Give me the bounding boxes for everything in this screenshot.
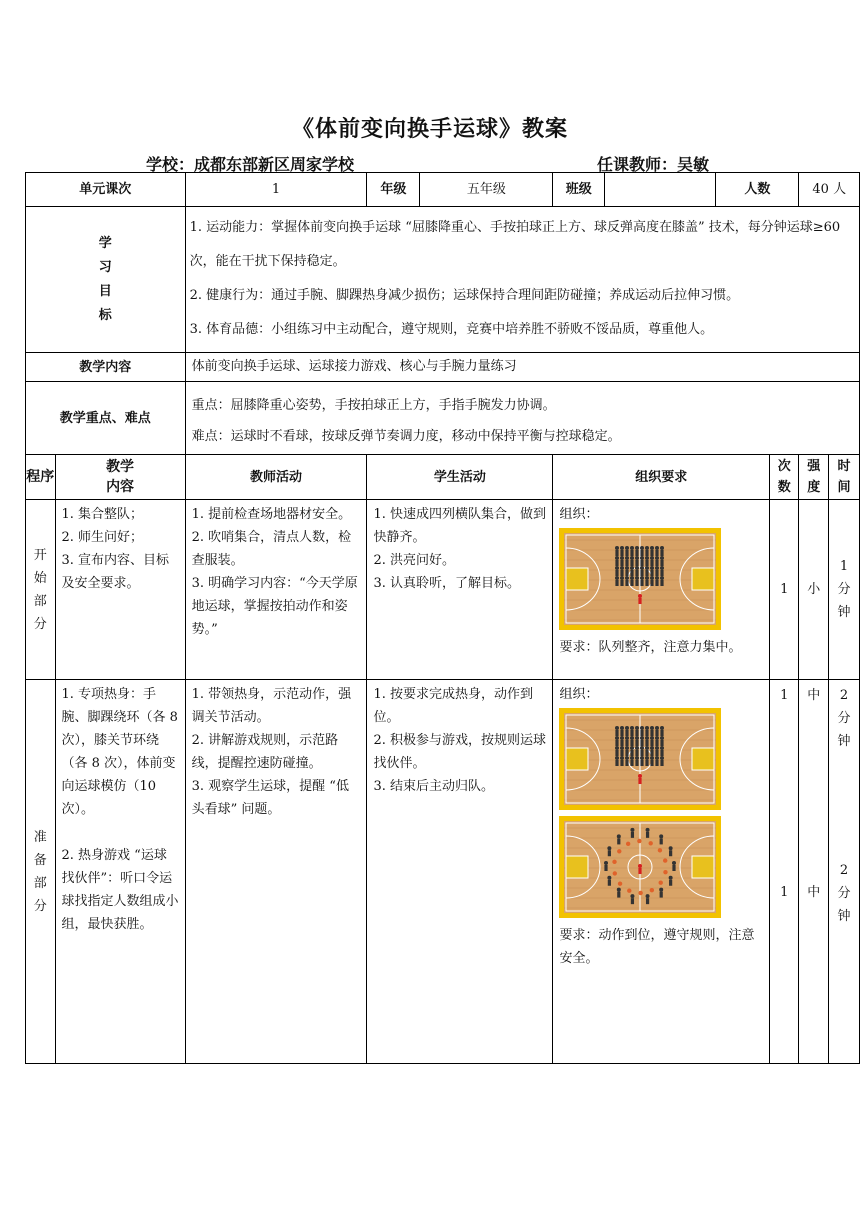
player-marker [640, 566, 644, 570]
col-times: 次 数 [770, 455, 799, 500]
ball-marker [618, 882, 622, 886]
player-marker [638, 594, 642, 598]
prep-duration: 2 分 钟 2 分 钟 [828, 680, 859, 1064]
player-marker [625, 736, 629, 740]
player-marker [660, 756, 664, 760]
school-name: 学校：成都东部新区周家学校 [146, 155, 355, 174]
court-formation-diagram [559, 528, 721, 630]
player-marker [640, 726, 644, 730]
column-header-row [26, 455, 860, 500]
player-marker [640, 756, 644, 760]
player-marker [645, 736, 649, 740]
grade-value: 五年级 [420, 173, 553, 207]
objective-3: 3. 体育品德：小组练习中主动配合，遵守规则，竞赛中培养胜不骄败不馁品质，尊重他人。 [189, 322, 714, 337]
player-marker [660, 556, 664, 560]
player-marker [620, 556, 624, 560]
difficulty-point: 难点：运球时不看球，按球反弹节奏调力度，移动中保持平衡与控球稳定。 [191, 429, 621, 444]
player-marker [660, 726, 664, 730]
document-title: 《体前变向换手运球》教案 [291, 117, 568, 142]
player-marker [640, 546, 644, 550]
player-marker [630, 556, 634, 560]
player-marker [630, 576, 634, 580]
player-marker [638, 774, 642, 778]
player-marker [630, 746, 634, 750]
player-marker [631, 894, 635, 898]
player-marker [635, 566, 639, 570]
player-marker [625, 556, 629, 560]
key-points-text [185, 382, 859, 455]
player-marker [650, 736, 654, 740]
player-marker [620, 546, 624, 550]
key-points-row [26, 382, 860, 455]
prep-student-activity: 1. 按要求完成热身，动作到位。 2. 积极参与游戏，按规则运球找伙伴。 3. 结束后主动归队。 [367, 680, 553, 1064]
player-marker [630, 726, 634, 730]
player-marker [604, 861, 608, 865]
left-key [566, 856, 588, 878]
ball-marker [659, 881, 663, 885]
start-content: 1. 集合整队； 2. 师生问好； 3. 宣布内容、目标及安全要求。 [55, 500, 185, 680]
objectives-label: 学 习 目 标 [26, 207, 186, 353]
player-marker [625, 746, 629, 750]
start-section-row [26, 500, 860, 680]
start-stage-label: 开 始 部 分 [26, 500, 56, 680]
objectives-text [185, 207, 859, 353]
right-key [692, 856, 714, 878]
key-point: 重点：屈膝降重心姿势，手按拍球正上方，手指手腕发力协调。 [191, 398, 556, 413]
player-marker [646, 894, 650, 898]
player-marker [655, 556, 659, 560]
player-marker [625, 566, 629, 570]
player-marker [625, 546, 629, 550]
player-marker [620, 746, 624, 750]
player-marker [608, 876, 612, 880]
unit-label: 单元课次 [26, 173, 186, 207]
objective-2: 2. 健康行为：通过手腕、脚踝热身减少损伤；运球保持合理间距防碰撞；养成运动后拉伸习惯。 [189, 288, 740, 303]
start-times: 1 [770, 500, 799, 680]
player-marker [660, 566, 664, 570]
content-label: 教学内容 [26, 353, 186, 382]
player-marker [608, 846, 612, 850]
count-label: 人数 [716, 173, 799, 207]
player-marker [645, 726, 649, 730]
player-marker [650, 726, 654, 730]
class-label: 班级 [553, 173, 605, 207]
count-value: 40 人 [799, 173, 860, 207]
lesson-plan-table [25, 172, 860, 1064]
prep-intensity: 中 中 [799, 680, 828, 1064]
player-marker [650, 746, 654, 750]
player-marker [650, 756, 654, 760]
player-marker [635, 556, 639, 560]
content-row [26, 353, 860, 382]
col-organization: 组织要求 [553, 455, 770, 500]
player-marker [625, 576, 629, 580]
player-marker [669, 876, 673, 880]
ball-marker [618, 849, 622, 853]
player-marker [640, 556, 644, 560]
court-game-diagram [559, 816, 721, 918]
right-key [692, 748, 714, 770]
player-marker [640, 746, 644, 750]
ball-marker [626, 842, 630, 846]
player-marker [655, 576, 659, 580]
start-intensity: 小 [799, 500, 828, 680]
player-marker [655, 746, 659, 750]
right-key [692, 568, 714, 590]
player-marker [650, 576, 654, 580]
player-marker [660, 546, 664, 550]
player-marker [620, 566, 624, 570]
left-key [566, 568, 588, 590]
player-marker [645, 556, 649, 560]
player-marker [645, 566, 649, 570]
player-marker [655, 566, 659, 570]
prep-organization: 组织： 要求：动作到位，遵守规则，注意安全。 [553, 680, 770, 1064]
col-duration: 时 间 [828, 455, 859, 500]
player-marker [655, 546, 659, 550]
col-content: 教学 内容 [55, 455, 185, 500]
player-marker [660, 888, 664, 892]
objective-1: 1. 运动能力：掌握体前变向换手运球 “屈膝降重心、手按拍球正上方、球反弹高度在膝盖” 技术，每分钟运球≥60 次，能在干扰下保持稳定。 [189, 220, 841, 269]
ball-marker [613, 860, 617, 864]
player-marker [638, 864, 642, 868]
prep-stage-label: 准 备 部 分 [26, 680, 56, 1064]
ball-marker [650, 888, 654, 892]
ball-marker [639, 891, 643, 895]
player-marker [645, 576, 649, 580]
player-marker [660, 834, 664, 838]
player-marker [617, 834, 621, 838]
player-marker [660, 576, 664, 580]
player-marker [640, 736, 644, 740]
ball-marker [638, 839, 642, 843]
col-teacher: 教师活动 [185, 455, 367, 500]
player-marker [646, 828, 650, 832]
player-marker [630, 546, 634, 550]
objectives-row [26, 207, 860, 353]
player-marker [635, 736, 639, 740]
player-marker [615, 546, 619, 550]
player-marker [630, 566, 634, 570]
player-marker [615, 566, 619, 570]
player-marker [635, 746, 639, 750]
ball-marker [658, 848, 662, 852]
player-marker [650, 566, 654, 570]
player-marker [615, 756, 619, 760]
player-marker [620, 726, 624, 730]
player-marker [615, 736, 619, 740]
player-marker [617, 888, 621, 892]
col-stage: 程序 [26, 455, 56, 500]
player-marker [615, 576, 619, 580]
player-marker [660, 746, 664, 750]
summary-row [26, 173, 860, 207]
player-marker [645, 746, 649, 750]
player-marker [615, 746, 619, 750]
player-marker [640, 576, 644, 580]
prep-teacher-activity: 1. 带领热身，示范动作，强调关节活动。 2. 讲解游戏规则，示范路线，提醒控速防碰撞。 3. 观察学生运球，提醒 “低头看球” 问题。 [185, 680, 367, 1064]
player-marker [630, 736, 634, 740]
player-marker [655, 736, 659, 740]
start-organization: 组织： 要求：队列整齐，注意力集中。 [553, 500, 770, 680]
start-teacher-activity: 1. 提前检查场地器材安全。 2. 吹哨集合，清点人数，检查服装。 3. 明确学习内容：“今天学原地运球，掌握按拍动作和姿势。” [185, 500, 367, 680]
key-points-label: 教学重点、难点 [26, 382, 186, 455]
player-marker [669, 846, 673, 850]
ball-marker [663, 858, 667, 862]
player-marker [635, 576, 639, 580]
player-marker [660, 736, 664, 740]
court-warmup-diagram [559, 708, 721, 810]
ball-marker [664, 870, 668, 874]
player-marker [655, 726, 659, 730]
prep-content: 1. 专项热身：手腕、脚踝绕环（各 8 次），膝关节环绕（各 8 次），体前变向运球模仿（10 次）。 2. 热身游戏 “运球找伙伴”：听口令运球找指定人数组成小组，最快获胜。 [55, 680, 185, 1064]
class-value [605, 173, 716, 207]
player-marker [615, 556, 619, 560]
player-marker [645, 756, 649, 760]
ball-marker [649, 841, 653, 845]
player-marker [631, 828, 635, 832]
player-marker [625, 756, 629, 760]
player-marker [620, 576, 624, 580]
player-marker [655, 756, 659, 760]
player-marker [620, 756, 624, 760]
col-student: 学生活动 [367, 455, 553, 500]
col-intensity: 强 度 [799, 455, 828, 500]
left-key [566, 748, 588, 770]
prep-times: 1 1 [770, 680, 799, 1064]
start-student-activity: 1. 快速成四列横队集合，做到快静齐。 2. 洪亮问好。 3. 认真聆听，了解目标。 [367, 500, 553, 680]
start-duration: 1 分 钟 [828, 500, 859, 680]
player-marker [635, 546, 639, 550]
player-marker [635, 756, 639, 760]
prep-section-row [26, 680, 860, 1064]
player-marker [635, 726, 639, 730]
player-marker [620, 736, 624, 740]
ball-marker [613, 871, 617, 875]
player-marker [615, 726, 619, 730]
ball-marker [628, 888, 632, 892]
player-marker [645, 546, 649, 550]
player-marker [650, 546, 654, 550]
content-text: 体前变向换手运球、运球接力游戏、核心与手腕力量练习 [185, 353, 859, 382]
player-marker [672, 861, 676, 865]
grade-label: 年级 [367, 173, 420, 207]
player-marker [650, 556, 654, 560]
player-marker [625, 726, 629, 730]
unit-value: 1 [185, 173, 367, 207]
player-marker [630, 756, 634, 760]
teacher-name: 任课教师：吴敏 [597, 155, 710, 174]
